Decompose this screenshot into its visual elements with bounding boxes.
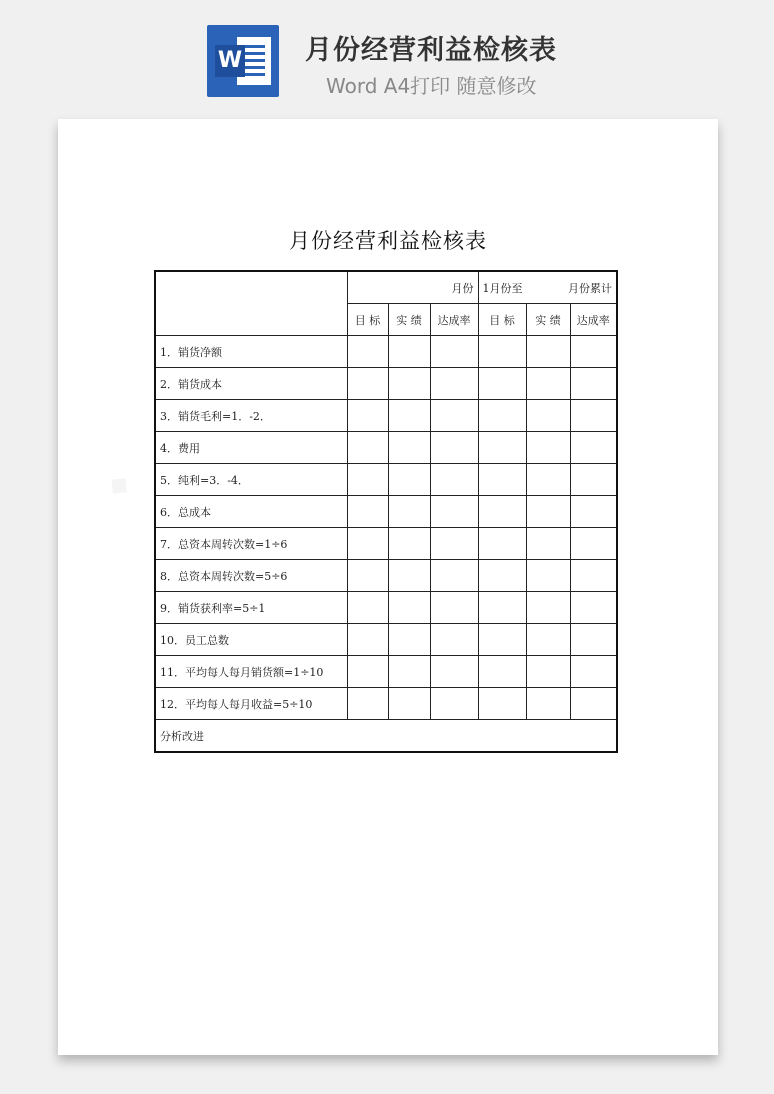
value-cell[interactable] [526,688,570,720]
value-cell[interactable] [526,656,570,688]
table-header-row [155,271,617,304]
value-cell[interactable] [478,624,526,656]
table-row [155,496,617,528]
header-corner-cell [155,271,347,336]
value-cell[interactable] [526,560,570,592]
value-cell[interactable] [430,656,478,688]
value-cell[interactable] [430,496,478,528]
table-row [155,464,617,496]
value-cell[interactable] [388,560,430,592]
col-rate: 达成率 [430,304,478,336]
value-cell[interactable] [430,400,478,432]
value-cell[interactable] [347,592,388,624]
value-cell[interactable] [388,688,430,720]
table-row [155,656,617,688]
value-cell[interactable] [347,432,388,464]
table-row [155,688,617,720]
value-cell[interactable] [347,656,388,688]
value-cell[interactable] [526,496,570,528]
value-cell[interactable] [430,688,478,720]
value-cell[interactable] [388,368,430,400]
header-cumulative [478,271,617,304]
row-label: 6．总成本 [155,496,347,528]
value-cell[interactable] [478,368,526,400]
value-cell[interactable] [430,432,478,464]
value-cell[interactable] [430,368,478,400]
value-cell[interactable] [388,432,430,464]
value-cell[interactable] [388,464,430,496]
value-cell[interactable] [347,560,388,592]
value-cell[interactable] [570,464,617,496]
value-cell[interactable] [347,496,388,528]
value-cell[interactable] [526,592,570,624]
row-label: 8．总资本周转次数=5÷6 [155,560,347,592]
value-cell[interactable] [430,464,478,496]
value-cell[interactable] [478,336,526,368]
table-row [155,432,617,464]
value-cell[interactable] [430,560,478,592]
col-rate: 达成率 [570,304,617,336]
value-cell[interactable] [570,336,617,368]
table-row [155,592,617,624]
col-actual: 实 绩 [388,304,430,336]
row-label: 1．销货净额 [155,336,347,368]
value-cell[interactable] [570,400,617,432]
value-cell[interactable] [526,624,570,656]
value-cell[interactable] [388,656,430,688]
value-cell[interactable] [347,528,388,560]
value-cell[interactable] [388,400,430,432]
col-target: 目 标 [347,304,388,336]
table-row [155,528,617,560]
row-label: 3．销货毛利=1．-2． [155,400,347,432]
value-cell[interactable] [478,656,526,688]
value-cell[interactable] [347,336,388,368]
value-cell[interactable] [478,464,526,496]
value-cell[interactable] [526,528,570,560]
value-cell[interactable] [388,528,430,560]
value-cell[interactable] [526,464,570,496]
value-cell[interactable] [570,688,617,720]
table-row [155,624,617,656]
value-cell[interactable] [478,528,526,560]
table-row [155,400,617,432]
value-cell[interactable] [347,624,388,656]
value-cell[interactable] [478,400,526,432]
table-row [155,560,617,592]
row-label: 5．纯利=3．-4． [155,464,347,496]
header-subtitle: Word A4打印 随意修改 [326,74,537,98]
document-title: 月份经营利益检核表 [289,229,487,253]
row-label: 9．销货获利率=5÷1 [155,592,347,624]
header-title: 月份经营利益检核表 [305,35,557,66]
value-cell[interactable] [478,560,526,592]
col-actual: 实 绩 [526,304,570,336]
value-cell[interactable] [347,688,388,720]
value-cell[interactable] [570,432,617,464]
value-cell[interactable] [430,336,478,368]
value-cell[interactable] [430,592,478,624]
header-month: 月份 [347,271,478,304]
profit-check-table [154,270,618,753]
value-cell[interactable] [570,656,617,688]
row-label: 4．费用 [155,432,347,464]
value-cell[interactable] [388,336,430,368]
row-label: 10．员工总数 [155,624,347,656]
value-cell[interactable] [478,432,526,464]
analysis-cell: 分析改进 [155,720,617,753]
table-row [155,336,617,368]
value-cell[interactable] [478,592,526,624]
value-cell[interactable] [570,624,617,656]
table-row [155,368,617,400]
row-label: 7．总资本周转次数=1÷6 [155,528,347,560]
analysis-row [155,720,617,753]
value-cell[interactable] [526,368,570,400]
value-cell[interactable] [388,592,430,624]
value-cell[interactable] [526,400,570,432]
value-cell[interactable] [430,624,478,656]
value-cell[interactable] [526,336,570,368]
row-label: 12．平均每人每月收益=5÷10 [155,688,347,720]
value-cell[interactable] [570,368,617,400]
value-cell[interactable] [570,592,617,624]
value-cell[interactable] [347,368,388,400]
value-cell[interactable] [526,432,570,464]
value-cell[interactable] [570,496,617,528]
row-label: 2．销货成本 [155,368,347,400]
preview-header [0,0,774,110]
value-cell[interactable] [478,688,526,720]
value-cell[interactable] [430,528,478,560]
row-label: 11．平均每人每月销货额=1÷10 [155,656,347,688]
word-logo-letter: W [215,45,245,77]
header-range-start: 1月份至 [482,281,523,295]
word-logo-icon [207,25,279,97]
value-cell[interactable] [570,560,617,592]
value-cell[interactable] [388,624,430,656]
document-page [58,119,718,1055]
value-cell[interactable] [388,496,430,528]
value-cell[interactable] [347,464,388,496]
col-target: 目 标 [478,304,526,336]
value-cell[interactable] [347,400,388,432]
header-range-end: 月份累计 [568,281,613,295]
value-cell[interactable] [570,528,617,560]
value-cell[interactable] [478,496,526,528]
